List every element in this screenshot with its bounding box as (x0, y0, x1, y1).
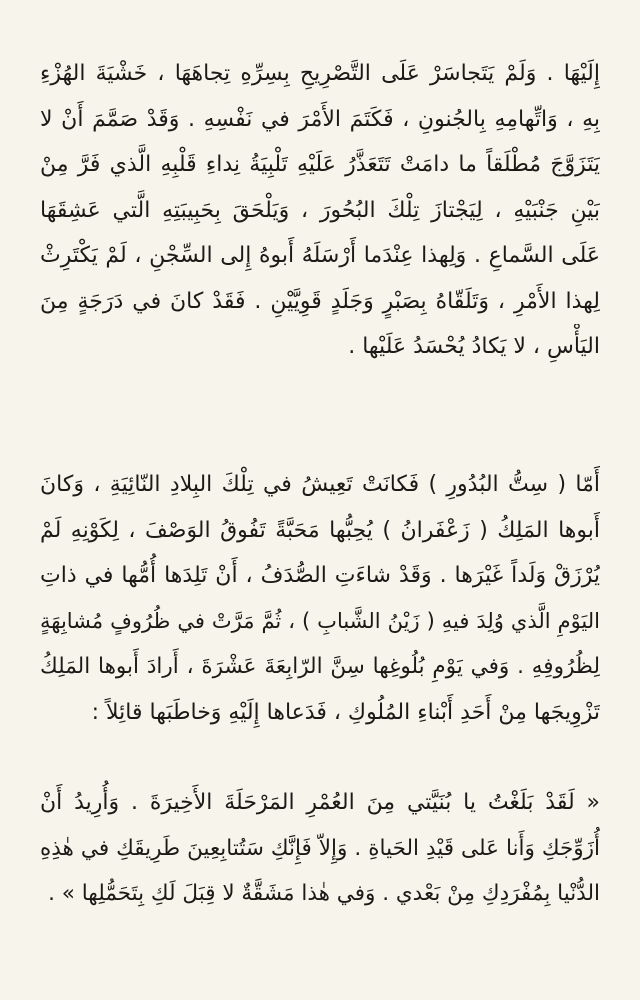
text-line: يُرْزَقْ وَلَداً غَيْرَها . وَقَدْ شاءَتِ الصُّدَفُ ، أَنْ تَلِدَها أُمُّها في ذاتِ (40, 563, 600, 588)
text-line: « لَقَدْ بَلَغْتُ يا بُنَيَّتي مِنَ العُمْرِ المَرْحَلَةَ الأَخِيرَةَ . وَأُرِيدُ أَنْ (40, 790, 600, 815)
paragraph-3 (40, 780, 600, 917)
text-line: اليَوْمِ الَّذي وُلِدَ فيهِ ( زَيْنُ الشَّبابِ ) ، ثُمَّ مَرَّتْ في ظُرُوفٍ مُشابِهَةٍ (40, 608, 600, 633)
text-line: اليَأْسِ ، لا يَكادُ يُحْسَدُ عَلَيْها . (348, 334, 600, 359)
text-line: بِهِ ، وَاتِّهامِهِ بِالجُنونِ ، فَكَتَمَ الأَمْرَ في نَفْسِهِ . وَقَدْ صَمَّمَ أَنْ لا (40, 106, 600, 132)
text-line: الدُّنْيا بِمُفْرَدِكِ مِنْ بَعْدي . وَفي هٰذا مَشَقَّةٌ لا قِبَلَ لَكِ بِتَحَمُّلِها » . (48, 881, 600, 906)
text-line: إِلَيْهَا . وَلَمْ يَتَجاسَرْ عَلَى التَّصْرِيحِ بِسِرِّهِ تِجاهَهَا ، خَشْيَةَ الهُزْءِ (40, 61, 600, 86)
paragraph-1 (40, 51, 600, 370)
text-line: بَيْنِ جَنْبَيْهِ ، لِيَجْتازَ تِلْكَ البُحُورَ ، وَيَلْحَقَ بِحَبِيبَتِهِ الَّتي عَشِقَهَا (40, 197, 600, 223)
text-line: أَبوها المَلِكُ ( زَعْفَرانُ ) يُحِبُّها مَحَبَّةً تَفُوقُ الوَصْفَ ، لِكَوْنِهِ لَمْ (40, 517, 600, 543)
text-line: تَزْوِيجَها مِنْ أَحَدِ أَبْناءِ المُلُوكِ ، فَدَعاها إِلَيْهِ وَخاطَبَها قائِلاً : (91, 699, 600, 725)
paragraph-2 (40, 462, 600, 735)
text-line: يَتَزَوَّجَ مُطْلَقاً ما دامَتْ تَتَعَذَّرُ عَلَيْهِ تَلْبِيَةُ نِداءِ قَلْبِهِ الَّذي فَرَّ مِنْ (40, 152, 600, 177)
text-line: أَمّا ( سِتُّ البُدُورِ ) فَكانَتْ تَعِيشُ في تِلْكَ البِلادِ النّائِيَةِ ، وَكانَ (40, 472, 600, 497)
text-line: أُزَوِّجَكِ وَأَنا عَلى قَيْدِ الحَياةِ . وَإِلاّ فَإِنَّكِ سَتُتابِعِينَ طَرِيقَكِ في هٰذِهِ (40, 835, 600, 861)
text-line: لِظُرُوفِهِ . وَفي يَوْمِ بُلُوغِها سِنَّ الرّابِعَةَ عَشْرَةَ ، أَرادَ أَبوها المَلِكُ (40, 654, 600, 679)
text-line: لِهذا الأَمْرِ ، وَتَلَقّاهُ بِصَبْرٍ وَجَلَدٍ قَوِيَّيْنِ . فَقَدْ كانَ في دَرَجَةٍ مِنَ (40, 288, 600, 314)
text-line: عَلَى السَّماعِ . وَلِهذا عِنْدَما أَرْسَلَهُ أَبوهُ إِلى السِّجْنِ ، لَمْ يَكْتَرِثْ (40, 243, 600, 268)
